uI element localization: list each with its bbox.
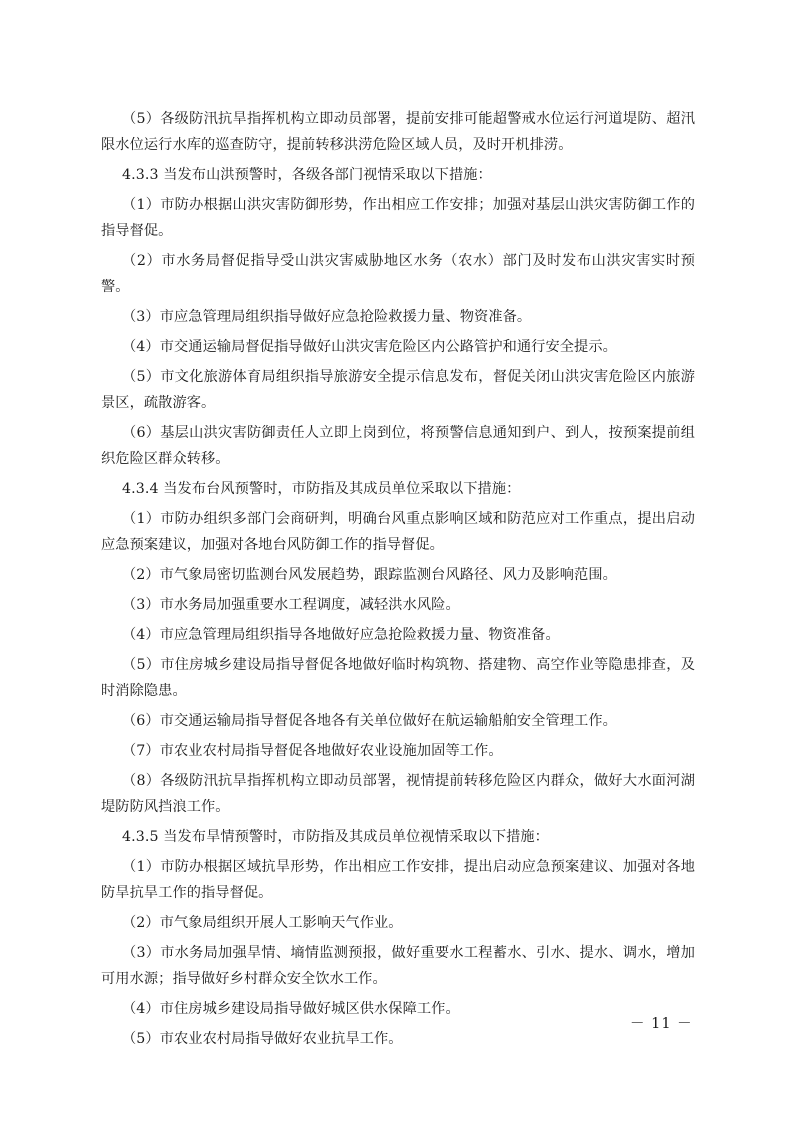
- paragraph-22: （4）市住房城乡建设局指导做好城区供水保障工作。: [122, 1001, 460, 1017]
- paragraph-7: （5）市文化旅游体育局组织指导旅游安全提示信息发布，督促关闭山洪灾害危险区内旅游景区，疏散游客。: [101, 369, 695, 411]
- paragraph-20: （2）市气象局组织开展人工影响天气作业。: [122, 915, 403, 931]
- section-heading-4-3-4: 4.3.4 当发布台风预警时，市防指及其成员单位采取以下措施：: [122, 481, 521, 497]
- page-number: － 11 －: [630, 1016, 693, 1032]
- page-body: [101, 106, 695, 1056]
- paragraph-14: （5）市住房城乡建设局指导督促各地做好临时构筑物、搭建物、高空作业等隐患排查，及时消除隐患。: [101, 657, 695, 699]
- paragraph-13: （4）市应急管理局组织指导各地做好应急抢险救援力量、物资准备。: [122, 627, 560, 643]
- paragraph-3: （1）市防办根据山洪灾害防御形势，作出相应工作安排；加强对基层山洪灾害防御工作的指导督促。: [101, 197, 695, 239]
- paragraph-5: （3）市应急管理局组织指导做好应急抢险救援力量、物资准备。: [122, 309, 532, 325]
- paragraph-4: （2）市水务局督促指导受山洪灾害威胁地区水务（农水）部门及时发布山洪灾害实时预警。: [101, 253, 695, 295]
- paragraph-17: （8）各级防汛抗旱指挥机构立即动员部署，视情提前转移危险区内群众，做好大水面河湖堤防防风挡浪工作。: [101, 773, 695, 815]
- paragraph-15: （6）市交通运输局指导督促各地各有关单位做好在航运输船舶安全管理工作。: [122, 713, 617, 729]
- paragraph-12: （3）市水务局加强重要水工程调度，减轻洪水风险。: [122, 597, 460, 613]
- paragraph-16: （7）市农业农村局指导督促各地做好农业设施加固等工作。: [122, 743, 503, 759]
- paragraph-6: （4）市交通运输局督促指导做好山洪灾害危险区内公路管护和通行安全提示。: [122, 339, 617, 355]
- paragraph-19: （1）市防办根据区域抗旱形势，作出相应工作安排，提出启动应急预案建议、加强对各地防旱抗旱工作的指导督促。: [101, 859, 695, 901]
- paragraph-8: （6）基层山洪灾害防御责任人立即上岗到位，将预警信息通知到户、到人，按预案提前组织危险区群众转移。: [101, 425, 695, 467]
- paragraph-11: （2）市气象局密切监测台风发展趋势，跟踪监测台风路径、风力及影响范围。: [122, 567, 617, 583]
- section-heading-4-3-5: 4.3.5 当发布旱情预警时，市防指及其成员单位视情采取以下措施：: [122, 829, 549, 845]
- paragraph-23: （5）市农业农村局指导做好农业抗旱工作。: [122, 1031, 403, 1047]
- paragraph-10: （1）市防办组织多部门会商研判，明确台风重点影响区域和防范应对工作重点，提出启动应急预案建议，加强对各地台风防御工作的指导督促。: [101, 511, 695, 553]
- paragraph-1: （5）各级防汛抗旱指挥机构立即动员部署，提前安排可能超警戒水位运行河道堤防、超汛限水位运行水库的巡查防守，提前转移洪涝危险区域人员，及时开机排涝。: [101, 111, 695, 153]
- paragraph-21: （3）市水务局加强旱情、墒情监测预报，做好重要水工程蓄水、引水、提水、调水，增加可用水源；指导做好乡村群众安全饮水工作。: [101, 945, 695, 987]
- section-heading-4-3-3: 4.3.3 当发布山洪预警时，各级各部门视情采取以下措施：: [122, 167, 492, 183]
